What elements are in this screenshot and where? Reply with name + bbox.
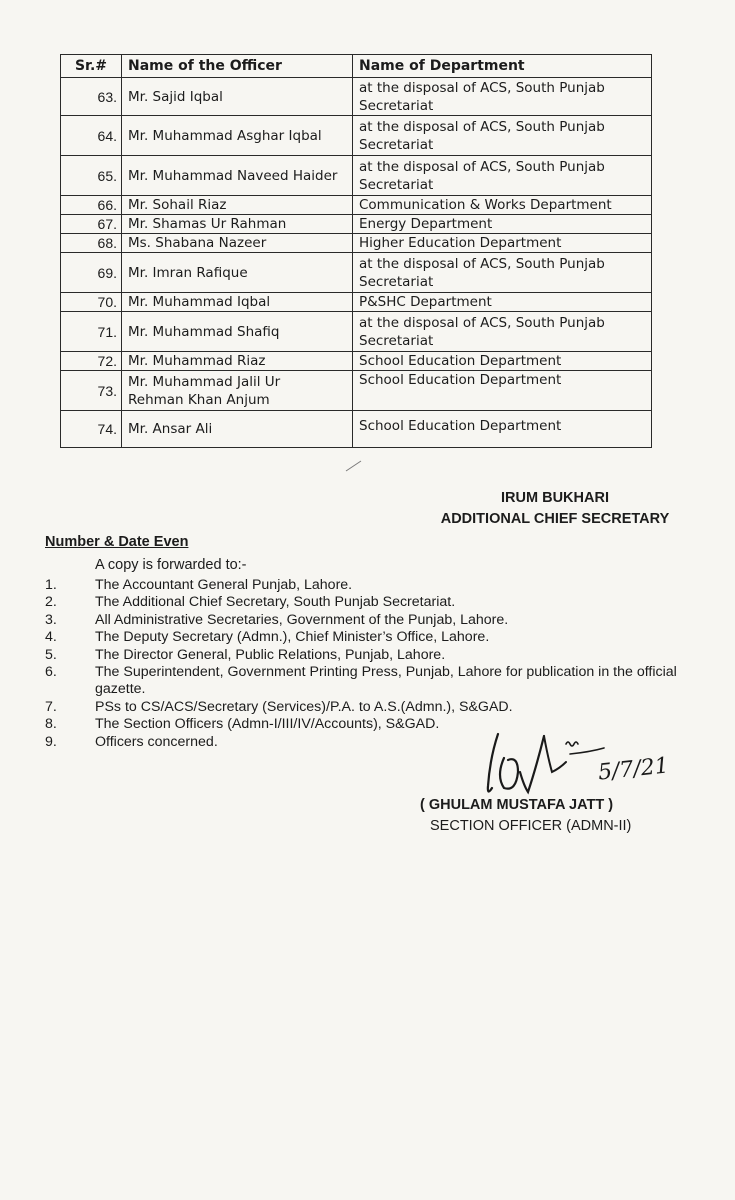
row-officer-name: Mr. Sohail Riaz (122, 196, 353, 215)
table-row (61, 196, 652, 215)
row-sr: 69. (61, 253, 122, 293)
list-item-number: 6. (45, 664, 57, 681)
row-officer-name: Mr. Ansar Ali (122, 411, 353, 448)
row-sr: 67. (61, 215, 122, 234)
row-department (353, 253, 652, 293)
list-item-number: 5. (45, 646, 57, 663)
row-sr: 63. (61, 78, 122, 116)
row-sr: 73. (61, 371, 122, 411)
row-sr: 72. (61, 352, 122, 371)
row-officer-name: Mr. Muhammad Asghar Iqbal (122, 116, 353, 156)
signatory-block (420, 488, 690, 530)
row-sr: 70. (61, 293, 122, 312)
officer-name-line: Rehman Khan Anjum (128, 391, 270, 408)
list-item-number: 2. (45, 594, 57, 611)
row-department (353, 156, 652, 196)
row-officer-name: Mr. Muhammad Iqbal (122, 293, 353, 312)
list-item (45, 647, 695, 664)
row-department (353, 312, 652, 352)
list-item (45, 594, 695, 611)
row-officer-name: Mr. Muhammad Naveed Haider (122, 156, 353, 196)
list-item-number: 4. (45, 629, 57, 646)
table-row (61, 352, 652, 371)
list-item-number: 8. (45, 716, 57, 733)
row-department: School Education Department (353, 352, 652, 371)
row-sr: 71. (61, 312, 122, 352)
list-item-number: 7. (45, 698, 57, 715)
section-officer-title: SECTION OFFICER (ADMN-II) (430, 818, 632, 834)
row-officer-name: Mr. Muhammad Riaz (122, 352, 353, 371)
row-officer-name: Mr. Shamas Ur Rahman (122, 215, 353, 234)
table-row (61, 312, 652, 352)
table-header-row (61, 55, 652, 78)
row-officer-name (122, 371, 353, 411)
handwritten-signature-icon (470, 728, 610, 808)
row-officer-name: Mr. Muhammad Shafiq (122, 312, 353, 352)
list-item-text: The Additional Chief Secretary, South Punjab Secretariat. (95, 594, 456, 611)
table-row (61, 411, 652, 448)
table-row (61, 156, 652, 196)
row-department (353, 116, 652, 156)
header-department: Name of Department (353, 55, 652, 78)
header-officer-name: Name of the Officer (122, 55, 353, 78)
row-sr: 68. (61, 234, 122, 253)
table-row (61, 78, 652, 116)
row-sr: 66. (61, 196, 122, 215)
list-item (45, 612, 695, 629)
list-item-text: The Director General, Public Relations, Punjab, Lahore. (95, 646, 446, 663)
signatory-name: IRUM BUKHARI (501, 490, 609, 506)
signature-date: 5/7/21 (596, 753, 670, 786)
department-line: Secretariat (359, 332, 434, 349)
row-department (353, 78, 652, 116)
table-row (61, 293, 652, 312)
signatory-title: ADDITIONAL CHIEF SECRETARY (440, 511, 670, 527)
list-item (45, 577, 695, 594)
list-item-text: The Superintendent, Government Printing Press, Punjab, Lahore for publication in the official gazette. (95, 664, 677, 698)
row-department: Higher Education Department (353, 234, 652, 253)
list-item-number: 9. (45, 733, 57, 750)
header-sr: Sr.# (61, 55, 122, 78)
row-department: School Education Department (353, 371, 652, 411)
copy-forward-list (45, 577, 695, 751)
number-date-heading: Number & Date Even (45, 534, 189, 550)
list-item-text: The Section Officers (Admn-I/III/IV/Accounts), S&GAD. (95, 716, 440, 733)
table-row (61, 116, 652, 156)
row-department: Energy Department (353, 215, 652, 234)
list-item (45, 629, 695, 646)
section-officer-name: ( GHULAM MUSTAFA JATT ) (420, 797, 614, 813)
row-sr: 65. (61, 156, 122, 196)
department-line: Secretariat (359, 176, 434, 193)
list-item-number: 3. (45, 611, 57, 628)
ink-mark-icon (344, 458, 364, 474)
row-department: Communication & Works Department (353, 196, 652, 215)
row-sr: 74. (61, 411, 122, 448)
list-item-text: Officers concerned. (95, 733, 218, 750)
department-line: at the disposal of ACS, South Punjab (359, 314, 605, 331)
department-line: at the disposal of ACS, South Punjab (359, 118, 605, 135)
row-department: School Education Department (353, 411, 652, 448)
officer-name-line: Mr. Muhammad Jalil Ur (128, 373, 281, 390)
table-row (61, 371, 652, 411)
list-item (45, 664, 695, 699)
list-item-text: All Administrative Secretaries, Government of the Punjab, Lahore. (95, 611, 509, 628)
department-line: at the disposal of ACS, South Punjab (359, 255, 605, 272)
row-officer-name: Ms. Shabana Nazeer (122, 234, 353, 253)
department-line: Secretariat (359, 136, 434, 153)
row-department: P&SHC Department (353, 293, 652, 312)
row-officer-name: Mr. Imran Rafique (122, 253, 353, 293)
table-row (61, 234, 652, 253)
table-row (61, 215, 652, 234)
list-item-text: The Accountant General Punjab, Lahore. (95, 577, 353, 593)
list-item-text: PSs to CS/ACS/Secretary (Services)/P.A. to A.S.(Admn.), S&GAD. (95, 698, 513, 715)
department-line: at the disposal of ACS, South Punjab (359, 79, 605, 96)
table-row (61, 253, 652, 293)
list-item-text: The Deputy Secretary (Admn.), Chief Minister’s Office, Lahore. (95, 629, 490, 646)
list-item-number: 1. (45, 577, 57, 593)
department-line: Secretariat (359, 273, 434, 290)
row-officer-name: Mr. Sajid Iqbal (122, 78, 353, 116)
department-line: at the disposal of ACS, South Punjab (359, 158, 605, 175)
row-sr: 64. (61, 116, 122, 156)
officers-table (60, 54, 652, 448)
list-item (45, 699, 695, 716)
department-line: Secretariat (359, 97, 434, 114)
forward-intro: A copy is forwarded to:- (95, 557, 247, 573)
